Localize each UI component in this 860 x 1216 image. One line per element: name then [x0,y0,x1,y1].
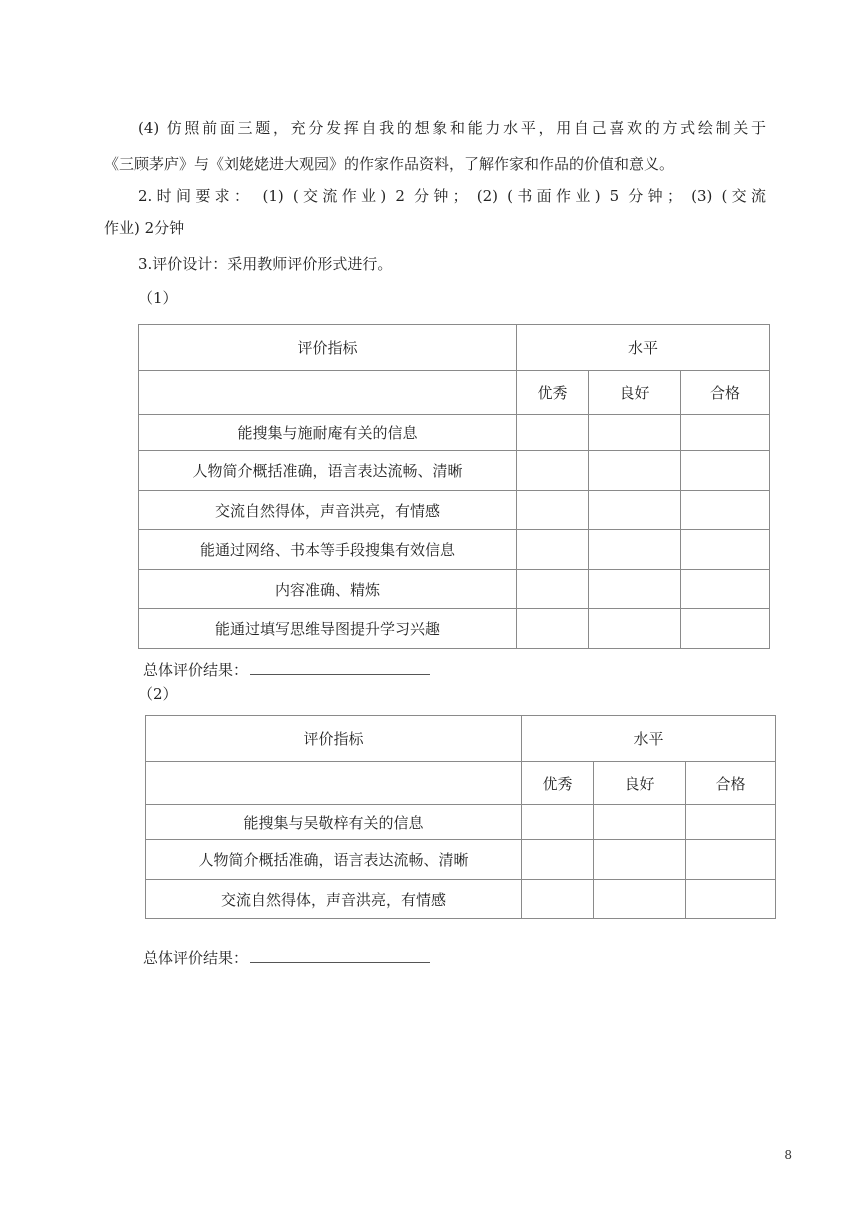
table1-label: （1） [138,289,178,307]
score-cell [594,880,686,919]
table-row [139,609,770,649]
score-cell [681,530,770,570]
score-cell [686,840,776,880]
score-cell [522,805,594,840]
score-cell [686,805,776,840]
score-cell [594,805,686,840]
table-row [146,880,776,919]
table-row [146,840,776,880]
header-indicator: 评价指标 [146,716,522,762]
level-good: 良好 [594,762,686,805]
header-level: 水平 [522,716,776,762]
table-row [139,491,770,530]
header-indicator: 评价指标 [139,325,517,371]
indicator-cell: 交流自然得体，声音洪亮，有情感 [146,880,522,919]
table-row [139,530,770,570]
paragraph-time-requirement-line1: 2.时间要求： (1) (交流作业) 2 分钟； (2) (书面作业) 5 分钟； (3) (交流 [138,187,766,205]
score-cell [589,451,681,491]
score-cell [589,491,681,530]
level-excellent: 优秀 [522,762,594,805]
score-cell [522,840,594,880]
table-header-row [139,325,770,371]
table-header-row [146,716,776,762]
score-cell [686,880,776,919]
table-subheader-row [146,762,776,805]
level-good: 良好 [589,371,681,415]
table-row [139,451,770,491]
indicator-cell: 人物简介概括准确，语言表达流畅、清晰 [139,451,517,491]
table1-result [143,660,430,680]
indicator-cell: 能搜集与施耐庵有关的信息 [139,415,517,451]
table2-label: （2） [138,685,178,703]
score-cell [594,840,686,880]
level-excellent: 优秀 [517,371,589,415]
result-label: 总体评价结果： [143,949,249,967]
indicator-cell: 能通过填写思维导图提升学习兴趣 [139,609,517,649]
table-row [146,805,776,840]
page-number: 8 [784,1148,792,1162]
paragraph-task4-line1: (4) 仿照前面三题，充分发挥自我的想象和能力水平，用自己喜欢的方式绘制关于 [138,119,766,137]
paragraph-task4-line2: 《三顾茅庐》与《刘姥姥进大观园》的作家作品资料，了解作家和作品的价值和意义。 [104,155,675,173]
score-cell [517,609,589,649]
result-blank-line [250,948,430,963]
score-cell [517,415,589,451]
result-blank-line [250,660,430,675]
subheader-blank-cell [139,371,517,415]
indicator-cell: 内容准确、精炼 [139,570,517,609]
paragraph-time-requirement-line2: 作业) 2分钟 [104,219,185,237]
score-cell [589,570,681,609]
level-pass: 合格 [681,371,770,415]
score-cell [681,451,770,491]
score-cell [517,491,589,530]
indicator-cell: 人物简介概括准确，语言表达流畅、清晰 [146,840,522,880]
score-cell [522,880,594,919]
score-cell [681,609,770,649]
score-cell [681,491,770,530]
score-cell [517,570,589,609]
result-label: 总体评价结果： [143,661,249,679]
indicator-cell: 能通过网络、书本等手段搜集有效信息 [139,530,517,570]
subheader-blank-cell [146,762,522,805]
table2-result [143,948,430,968]
score-cell [681,570,770,609]
score-cell [589,415,681,451]
paragraph-evaluation-design: 3.评价设计：采用教师评价形式进行。 [138,255,393,273]
score-cell [681,415,770,451]
evaluation-table-2 [145,715,776,919]
table-row [139,415,770,451]
score-cell [517,451,589,491]
header-level: 水平 [517,325,770,371]
evaluation-table-1 [138,324,770,649]
score-cell [517,530,589,570]
table-subheader-row [139,371,770,415]
level-pass: 合格 [686,762,776,805]
indicator-cell: 交流自然得体，声音洪亮，有情感 [139,491,517,530]
table-row [139,570,770,609]
indicator-cell: 能搜集与吴敬梓有关的信息 [146,805,522,840]
score-cell [589,530,681,570]
score-cell [589,609,681,649]
